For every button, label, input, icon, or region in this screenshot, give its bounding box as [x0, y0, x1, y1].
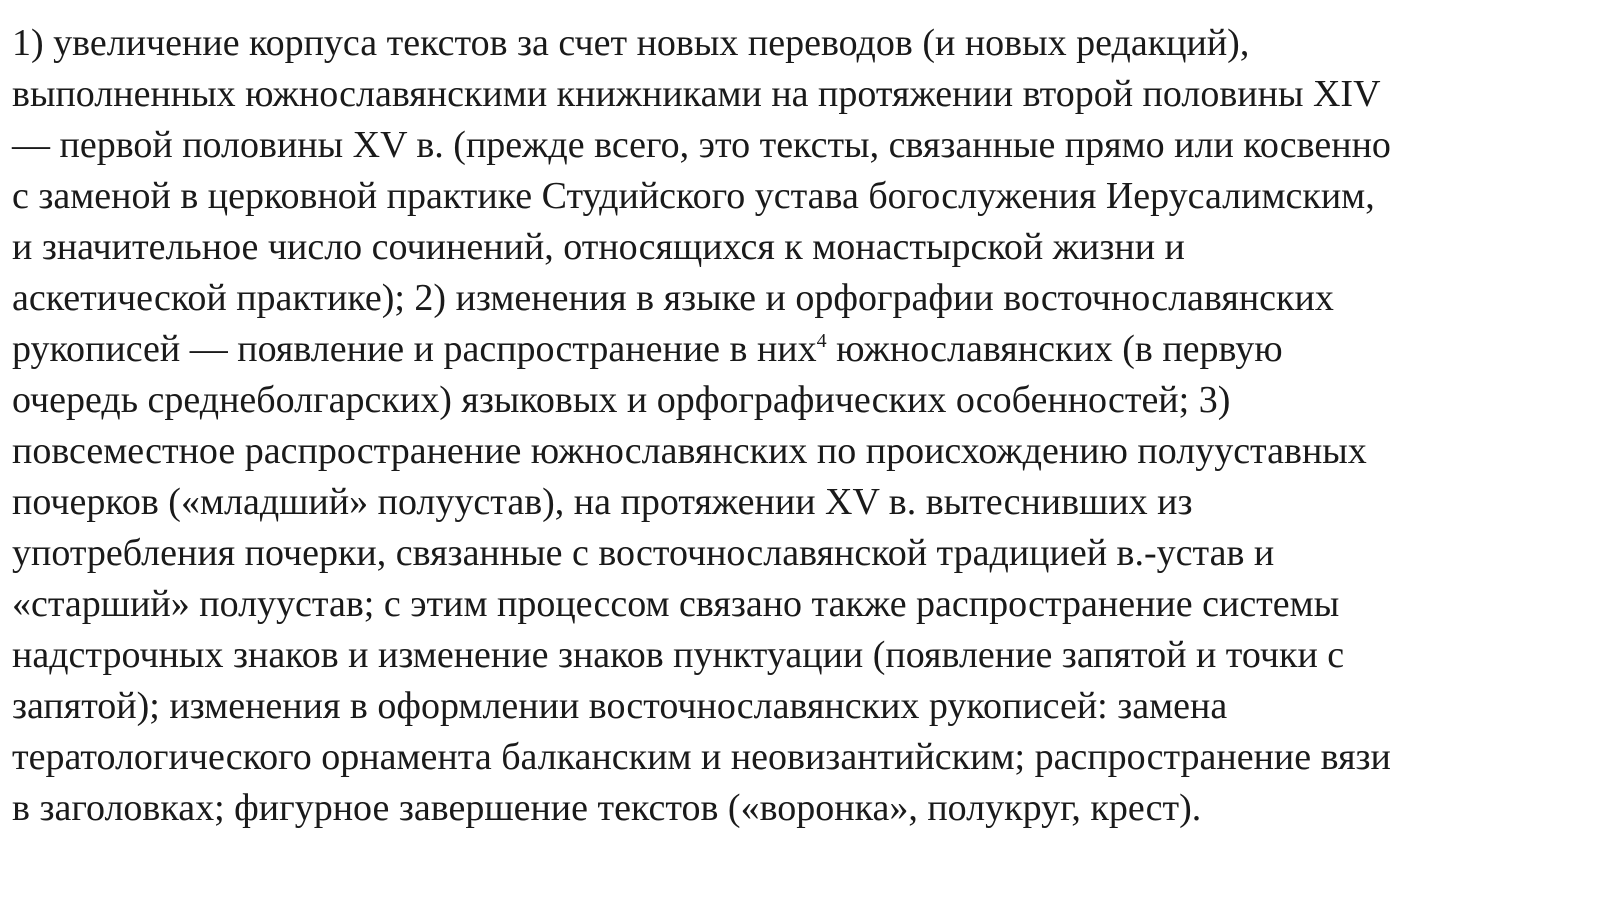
text-line-11: употребления почерки, связанные с восточнославянской традицией в.-устав и	[12, 532, 1275, 574]
text-line-3: — первой половины XV в. (прежде всего, это тексты, связанные прямо или косвенно	[12, 124, 1391, 166]
document-body	[12, 18, 1597, 834]
text-line-7-after: южнославянских (в первую	[826, 328, 1283, 370]
text-line-7	[12, 324, 1597, 375]
text-line-16: в заголовках; фигурное завершение текстов («воронка», полукруг, крест).	[12, 787, 1202, 829]
text-line-2: выполненных южнославянскими книжниками на протяжении второй половины XIV	[12, 73, 1381, 115]
text-line-4: с заменой в церковной практике Студийского устава богослужения Иерусалимским,	[12, 175, 1375, 217]
text-line-7-before: рукописей — появление и распространение в них	[12, 328, 817, 370]
text-line-12: «старший» полуустав; с этим процессом связано также распространение системы	[12, 583, 1340, 625]
text-line-14: запятой); изменения в оформлении восточнославянских рукописей: замена	[12, 685, 1228, 727]
text-line-13: надстрочных знаков и изменение знаков пунктуации (появление запятой и точки с	[12, 634, 1345, 676]
text-line-9: повсеместное распространение южнославянских по происхождению полууставных	[12, 430, 1367, 472]
text-line-15: тератологического орнамента балканским и неовизантийским; распространение вязи	[12, 736, 1391, 778]
text-line-10: почерков («младший» полуустав), на протяжении XV в. вытеснивших из	[12, 481, 1193, 523]
footnote-marker[interactable]: 4	[816, 330, 827, 352]
text-line-1: 1) увеличение корпуса текстов за счет новых переводов (и новых редакций),	[12, 22, 1250, 64]
text-line-5: и значительное число сочинений, относящихся к монастырской жизни и	[12, 226, 1185, 268]
text-line-8: очередь среднеболгарских) языковых и орфографических особенностей; 3)	[12, 379, 1231, 421]
text-line-6: аскетической практике); 2) изменения в языке и орфографии восточнославянских	[12, 277, 1334, 319]
